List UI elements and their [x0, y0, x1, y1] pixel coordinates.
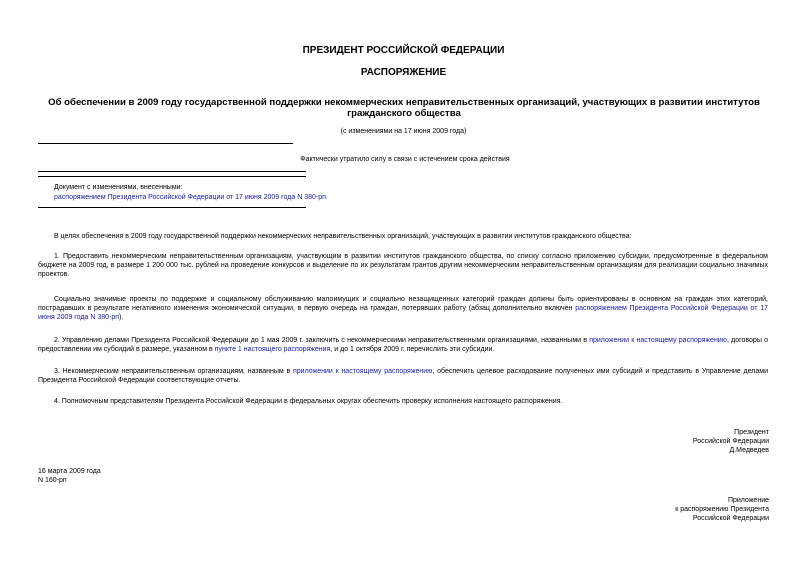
doc-type-heading: РАСПОРЯЖЕНИЕ [360, 67, 447, 78]
paragraph-1-addendum [38, 295, 768, 323]
paragraph-3 [38, 367, 768, 385]
paragraph-text: 3. Некоммерческим неправительственным организациям, названным в [54, 368, 293, 375]
date-block [38, 467, 101, 485]
appendix-block [549, 496, 769, 523]
signature-title: Президент [734, 429, 769, 436]
appendix-link[interactable]: приложении к настоящему распоряжению [589, 337, 727, 344]
status-note: Фактически утратило силу в связи с истечением срока действия [300, 156, 510, 163]
document-number: N 160-рп [38, 477, 67, 484]
paragraph-4: 4. Полномочным представителям Президента Российской Федерации в федеральных округах обеспечить проверку исполнения настоящего распоряжения. [54, 398, 563, 405]
changes-link[interactable]: распоряжением Президента Российской Федерации от 17 июня 2009 года N 380-рп. [54, 194, 328, 201]
signature-country: Российской Федерации [692, 438, 769, 445]
appendix-ref: к распоряжению Президента [675, 506, 769, 513]
appendix-title: Приложение [727, 497, 769, 504]
paragraph-text: , обеспечить целевое расходование полученных ими субсидий и представить в Управление делами Президента Российской Федерации соответствующие отчеты. [38, 368, 768, 385]
divider-line [38, 143, 293, 144]
appendix-link[interactable]: приложении к настоящему распоряжению [293, 368, 433, 375]
amendments-note: (с изменениями на 17 июня 2009 года) [340, 128, 467, 135]
paragraph-text: ). [119, 314, 124, 322]
signature-name: Д.Медведев [729, 447, 769, 454]
paragraph-text: , договоры о предоставлении им субсидий в размере, указанном в [38, 337, 768, 354]
divider-line [38, 176, 306, 177]
clause-1-link[interactable]: пункте 1 настоящего распоряжения [214, 346, 331, 354]
paragraph-text: Социально значимые проекты по поддержке и социальному обслуживанию малоимущих и социально незащищенных категорий граждан должны быть ориентированы в основном на граждан этих категорий, пострадавших в результате негативного изменения экономической ситуации, в первую очередь на граждан, потерявших работу (абзац дополнительно включен [38, 296, 768, 313]
paragraph-text: , и до 1 октября 2009 г. перечислить эти субсидии. [330, 346, 495, 354]
paragraph-2 [38, 336, 768, 354]
divider-line [38, 207, 306, 208]
divider-line [38, 171, 306, 172]
authority-heading: ПРЕЗИДЕНТ РОССИЙСКОЙ ФЕДЕРАЦИИ [302, 45, 505, 56]
signature-block [569, 428, 769, 455]
paragraph-text: 2. Управлению делами Президента Российской Федерации до 1 мая 2009 г. заключить с некоммерческими неправительственными организациями, названными в [54, 337, 590, 344]
amendment-link[interactable]: распоряжением Президента Российской Федерации от 17 июня 2009 года N 380-рп [38, 305, 768, 322]
changes-label: Документ с изменениями, внесенными: [54, 184, 183, 191]
document-date: 16 марта 2009 года [38, 468, 101, 475]
appendix-country: Российской Федерации [692, 515, 769, 522]
paragraph-1: 1. Предоставить некоммерческим неправительственным организациям, участвующим в развитии институтов гражданского общества, по списку согласно приложению субсидии, предусмотренные в федеральном бюджете на 2009 год, в размере 1 200 000 тыс. рублей на проведение конкурсов и выделение по их результатам грантов другим некоммерческим неправительственным организациям для реализации социально значимых проектов. [38, 253, 768, 279]
document-title: Об обеспечении в 2009 году государственной поддержки некоммерческих неправительственных организаций, участвующих в развитии институтов гражданского общества [48, 97, 760, 119]
intro-paragraph: В целях обеспечения в 2009 году государственной поддержки некоммерческих неправительственных организаций, участвующих в развитии институтов гражданского общества: [54, 233, 632, 240]
